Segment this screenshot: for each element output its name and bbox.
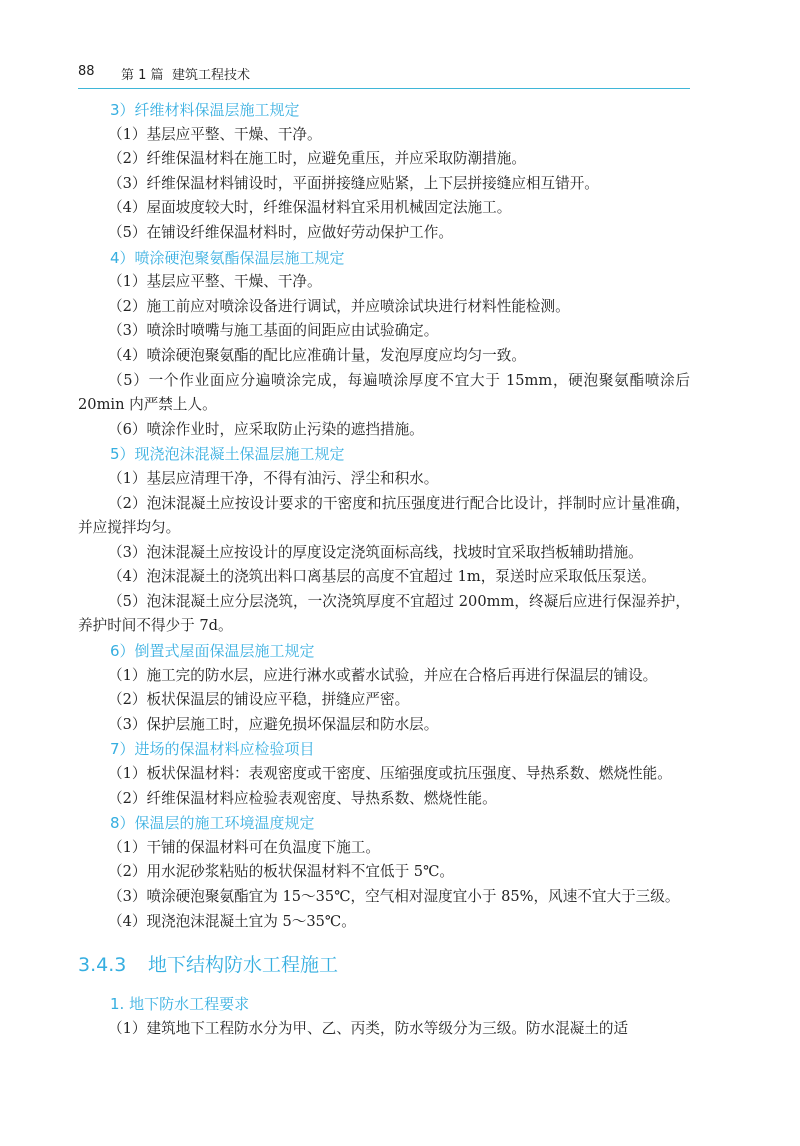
paragraph: （1）建筑地下工程防水分为甲、乙、丙类，防水等级分为三级。防水混凝土的适 — [108, 1019, 629, 1037]
section-heading — [78, 950, 690, 980]
paragraph: （3）喷涂时喷嘴与施工基面的间距应由试验确定。 — [108, 322, 439, 340]
paragraph: （2）用水泥砂浆粘贴的板状保温材料不宜低于 5℃。 — [108, 863, 455, 881]
paragraph: （6）喷涂作业时，应采取防止污染的遮挡措施。 — [108, 420, 424, 438]
paragraph: （5）在铺设纤维保温材料时，应做好劳动保护工作。 — [108, 223, 453, 241]
paragraph: （4）喷涂硬泡聚氨酯的配比应准确计量，发泡厚度应均匀一致。 — [108, 346, 526, 364]
paragraph: （3）纤维保温材料铺设时，平面拼接缝应贴紧，上下层拼接缝应相互错开。 — [108, 174, 599, 192]
subsection-heading: 1. 地下防水工程要求 — [110, 995, 250, 1014]
heading-inspection-items: 7）进场的保温材料应检验项目 — [110, 740, 315, 759]
paragraph: （4）现浇泡沫混凝土宜为 5～35℃。 — [108, 912, 356, 930]
heading-foam-concrete: 5）现浇泡沫混凝土保温层施工规定 — [110, 445, 345, 464]
paragraph: （1）基层应平整、干燥、干净。 — [108, 125, 322, 143]
running-header — [78, 62, 690, 89]
section-number: 3.4.3 — [78, 954, 127, 977]
section-title: 地下结构防水工程施工 — [148, 954, 339, 977]
page-body — [78, 98, 690, 1041]
heading-inverted-roof: 6）倒置式屋面保温层施工规定 — [110, 642, 315, 661]
paragraph: （4）泡沫混凝土的浇筑出料口离基层的高度不宜超过 1m，泵送时应采取低压泵送。 — [108, 568, 656, 586]
paragraph: （1）板状保温材料：表观密度或干密度、压缩强度或抗压强度、导热系数、燃烧性能。 — [108, 765, 672, 783]
paragraph: （5）一个作业面应分遍喷涂完成，每遍喷涂厚度不宜大于 15mm，硬泡聚氨酯喷涂后 20min 内严禁上人。 — [78, 371, 690, 414]
paragraph: （5）泡沫混凝土应分层浇筑，一次浇筑厚度不宜超过 200mm，终凝后应进行保湿养护，养护时间不得少于 7d。 — [78, 592, 690, 635]
paragraph: （2）泡沫混凝土应按设计要求的干密度和抗压强度进行配合比设计，拌制时应计量准确，并应搅拌均匀。 — [78, 494, 690, 537]
paragraph: （1）基层应清理干净，不得有油污、浮尘和积水。 — [108, 469, 439, 487]
chapter-title: 建筑工程技术 — [172, 68, 251, 83]
paragraph: （3）喷涂硬泡聚氨酯宜为 15～35℃，空气相对湿度宜小于 85%，风速不宜大于三级。 — [108, 888, 680, 905]
heading-ambient-temperature: 8）保温层的施工环境温度规定 — [110, 814, 315, 833]
paragraph: （2）施工前应对喷涂设备进行调试，并应喷涂试块进行材料性能检测。 — [108, 297, 570, 315]
paragraph: （2）纤维保温材料在施工时，应避免重压，并应采取防潮措施。 — [108, 150, 526, 168]
paragraph: （1）基层应平整、干燥、干净。 — [108, 273, 322, 291]
paragraph: （2）纤维保温材料应检验表观密度、导热系数、燃烧性能。 — [108, 789, 497, 807]
heading-fiber-insulation: 3）纤维材料保温层施工规定 — [110, 101, 300, 119]
paragraph: （3）泡沫混凝土应按设计的厚度设定浇筑面标高线，找坡时宜采取挡板辅助措施。 — [108, 543, 643, 561]
page-number: 88 — [78, 64, 95, 79]
paragraph: （1）干铺的保温材料可在负温度下施工。 — [108, 838, 380, 856]
paragraph: （3）保护层施工时，应避免损坏保温层和防水层。 — [108, 715, 439, 733]
heading-spray-polyurethane: 4）喷涂硬泡聚氨酯保温层施工规定 — [110, 248, 345, 267]
chapter-label: 第 1 篇 — [121, 68, 164, 83]
paragraph: （1）施工完的防水层，应进行淋水或蓄水试验，并应在合格后再进行保温层的铺设。 — [108, 666, 658, 684]
paragraph: （2）板状保温层的铺设应平稳，拼缝应严密。 — [108, 691, 410, 709]
paragraph: （4）屋面坡度较大时，纤维保温材料宜采用机械固定法施工。 — [108, 199, 512, 217]
